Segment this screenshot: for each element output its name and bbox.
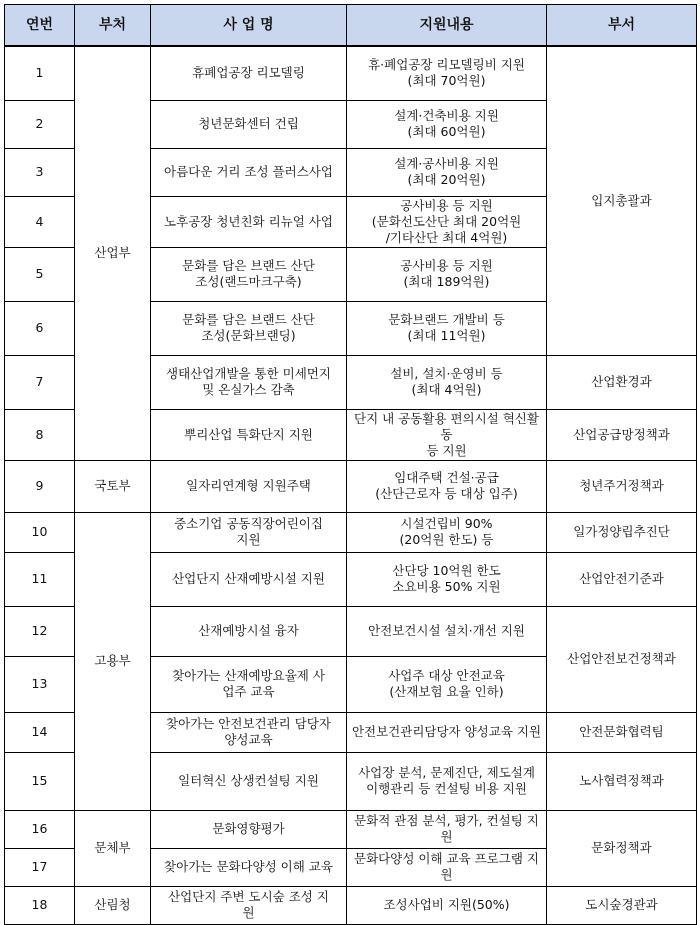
support-content: 조성사업비 지원(50%) — [347, 886, 547, 924]
dept-cell: 문화정책과 — [547, 810, 697, 886]
row-number: 11 — [5, 552, 75, 606]
project-name: 뿌리산업 특화단지 지원 — [151, 409, 347, 460]
table-row — [5, 810, 697, 848]
row-number: 10 — [5, 512, 75, 552]
support-content: 문화적 관점 분석, 평가, 컨설팅 지원 — [347, 810, 547, 848]
table-row — [5, 886, 697, 924]
support-content: 문화브랜드 개발비 등 (최대 11억원) — [347, 301, 547, 355]
table-row — [5, 512, 697, 552]
project-name: 찾아가는 문화다양성 이해 교육 — [151, 848, 347, 886]
ministry-cell: 산업부 — [75, 46, 151, 460]
project-name: 찾아가는 산재예방요율제 사 업주 교육 — [151, 656, 347, 712]
row-number: 5 — [5, 247, 75, 301]
support-content: 사업주 대상 안전교육 (산재보험 요율 인하) — [347, 656, 547, 712]
header-ministry: 부처 — [75, 5, 151, 47]
dept-cell: 입지총괄과 — [547, 46, 697, 355]
support-content: 안전보건관리담당자 양성교육 지원 — [347, 712, 547, 752]
support-content: 시설건립비 90% (20억원 한도) 등 — [347, 512, 547, 552]
project-name: 일터혁신 상생컨설팅 지원 — [151, 752, 347, 810]
dept-cell: 산업안전기준과 — [547, 552, 697, 606]
row-number: 4 — [5, 196, 75, 247]
project-name: 휴폐업공장 리모델링 — [151, 46, 347, 100]
header-no: 연번 — [5, 5, 75, 47]
project-name: 문화영향평가 — [151, 810, 347, 848]
dept-cell: 안전문화협력팀 — [547, 712, 697, 752]
project-name: 청년문화센터 건립 — [151, 100, 347, 148]
dept-cell: 도시숲경관과 — [547, 886, 697, 924]
support-content: 안전보건시설 설치·개선 지원 — [347, 606, 547, 656]
support-content: 단지 내 공동활용 편의시설 혁신활동 등 지원 — [347, 409, 547, 460]
dept-cell: 청년주거정책과 — [547, 460, 697, 512]
project-name: 찾아가는 안전보건관리 담당자 양성교육 — [151, 712, 347, 752]
header-dept: 부서 — [547, 5, 697, 47]
header-project: 사 업 명 — [151, 5, 347, 47]
row-number: 2 — [5, 100, 75, 148]
project-name: 중소기업 공동직장어린이집 지원 — [151, 512, 347, 552]
row-number: 6 — [5, 301, 75, 355]
project-name: 문화를 담은 브랜드 산단 조성(문화브랜딩) — [151, 301, 347, 355]
support-content: 산단당 10억원 한도 소요비용 50% 지원 — [347, 552, 547, 606]
project-name: 산업단지 주변 도시숲 조성 지 원 — [151, 886, 347, 924]
table-header-row — [5, 5, 697, 47]
row-number: 12 — [5, 606, 75, 656]
row-number: 3 — [5, 148, 75, 196]
dept-cell: 노사협력정책과 — [547, 752, 697, 810]
project-name: 노후공장 청년친화 리뉴얼 사업 — [151, 196, 347, 247]
support-content: 사업장 분석, 문제진단, 제도설계 이행관리 등 컨설팅 비용 지원 — [347, 752, 547, 810]
row-number: 1 — [5, 46, 75, 100]
row-number: 7 — [5, 355, 75, 409]
table-row — [5, 46, 697, 100]
row-number: 13 — [5, 656, 75, 712]
ministry-cell: 국토부 — [75, 460, 151, 512]
project-name: 아름다운 거리 조성 플러스사업 — [151, 148, 347, 196]
support-programs-table — [4, 4, 697, 925]
dept-cell: 일가정양립추진단 — [547, 512, 697, 552]
row-number: 18 — [5, 886, 75, 924]
row-number: 15 — [5, 752, 75, 810]
row-number: 16 — [5, 810, 75, 848]
project-name: 문화를 담은 브랜드 산단 조성(랜드마크구축) — [151, 247, 347, 301]
support-content: 임대주택 건설·공급 (산단근로자 등 대상 입주) — [347, 460, 547, 512]
row-number: 9 — [5, 460, 75, 512]
table-row — [5, 460, 697, 512]
project-name: 생태산업개발을 통한 미세먼지 및 온실가스 감축 — [151, 355, 347, 409]
row-number: 14 — [5, 712, 75, 752]
header-support: 지원내용 — [347, 5, 547, 47]
support-content: 공사비용 등 지원 (최대 189억원) — [347, 247, 547, 301]
dept-cell: 산업환경과 — [547, 355, 697, 409]
ministry-cell: 문체부 — [75, 810, 151, 886]
row-number: 17 — [5, 848, 75, 886]
project-name: 일자리연계형 지원주택 — [151, 460, 347, 512]
row-number: 8 — [5, 409, 75, 460]
support-content: 문화다양성 이해 교육 프로그램 지원 — [347, 848, 547, 886]
support-content: 설비, 설치·운영비 등 (최대 4억원) — [347, 355, 547, 409]
dept-cell: 산업공급망정책과 — [547, 409, 697, 460]
dept-cell: 산업안전보건정책과 — [547, 606, 697, 712]
ministry-cell: 산림청 — [75, 886, 151, 924]
support-content: 설계·건축비용 지원 (최대 60억원) — [347, 100, 547, 148]
ministry-cell: 고용부 — [75, 512, 151, 810]
support-content: 설계·공사비용 지원 (최대 20억원) — [347, 148, 547, 196]
support-content: 공사비용 등 지원 (문화선도산단 최대 20억원 /기타산단 최대 4억원) — [347, 196, 547, 247]
support-content: 휴·폐업공장 리모델링비 지원 (최대 70억원) — [347, 46, 547, 100]
project-name: 산업단지 산재예방시설 지원 — [151, 552, 347, 606]
project-name: 산재예방시설 융자 — [151, 606, 347, 656]
